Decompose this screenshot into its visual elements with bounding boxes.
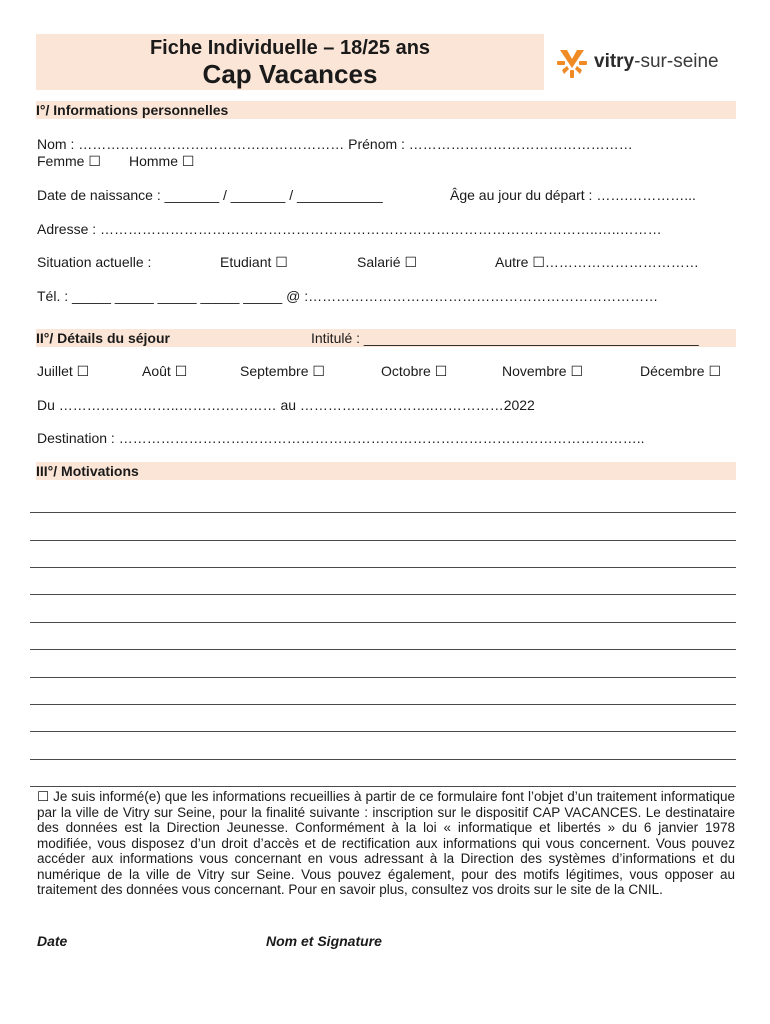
salarie-checkbox[interactable]: Salarié ☐ — [357, 254, 418, 270]
motivation-line[interactable] — [30, 731, 736, 732]
month-octobre-checkbox[interactable]: Octobre ☐ — [381, 363, 448, 379]
motivation-line[interactable] — [30, 704, 736, 705]
date-label: Date — [37, 933, 68, 949]
motivation-line[interactable] — [30, 759, 736, 760]
sejour-heading-text: II°/ Détails du séjour — [36, 330, 170, 346]
homme-checkbox[interactable]: Homme ☐ — [129, 153, 195, 169]
form-title: Fiche Individuelle – 18/25 ans — [149, 37, 431, 59]
month-septembre-checkbox[interactable]: Septembre ☐ — [240, 363, 325, 379]
nom-signature-label: Nom et Signature — [266, 933, 382, 949]
autre-checkbox[interactable]: Autre ☐…………………………… — [495, 254, 699, 270]
motivation-line[interactable] — [30, 540, 736, 541]
age-field[interactable]: Âge au jour du départ : …….…………... — [450, 187, 696, 203]
vitry-logo — [554, 44, 734, 80]
dates-field[interactable]: Du ……………………..………………… au ………………………..……………2022 — [37, 397, 535, 413]
tel-email-field[interactable]: Tél. : _____ _____ _____ _____ _____ @ :………………………………………………………………… — [37, 288, 659, 304]
month-aout-checkbox[interactable]: Août ☐ — [142, 363, 188, 379]
month-juillet-checkbox[interactable]: Juillet ☐ — [37, 363, 90, 379]
month-decembre-checkbox[interactable]: Décembre ☐ — [640, 363, 722, 379]
motivation-line[interactable] — [30, 622, 736, 623]
section-personal-info-heading: I°/ Informations personnelles — [36, 101, 736, 119]
femme-checkbox[interactable]: Femme ☐ — [37, 153, 101, 169]
title-box — [36, 34, 544, 90]
situation-label: Situation actuelle : — [37, 254, 152, 270]
intitule-field[interactable]: Intitulé : ___________________________________________ — [311, 330, 699, 346]
adresse-field[interactable]: Adresse : ……………………………………………………………………………………………..…..……… — [37, 221, 662, 237]
section-motivations-heading: III°/ Motivations — [36, 462, 736, 480]
motivation-line[interactable] — [30, 649, 736, 650]
vitry-logo-icon — [554, 44, 590, 80]
etudiant-checkbox[interactable]: Etudiant ☐ — [220, 254, 288, 270]
form-subtitle: Cap Vacances — [202, 59, 378, 89]
motivation-line[interactable] — [30, 567, 736, 568]
consent-paragraph[interactable]: ☐ Je suis informé(e) que les informations recueillies à partir de ce formulaire font l’objet d’un traitement informatique par la ville de Vitry sur Seine, pour la finalité suivante : inscription sur le dispositif CAP VACANCES. Le destinataire des données est la Direction Jeunesse. Conformément à la loi « informatique et libertés » du 6 janvier 1978 modifiée, vous disposez d’un droit d’accès et de rectification aux informations qui vous concernent. Vous pouvez accéder aux informations vous concernant en vous adressant à la Direction des systèmes d’informations et du numérique de la ville de Vitry sur Seine. Vous pouvez également, pour des motifs légitimes, vous opposer au traitement des données vous concernant. Pour en savoir plus, consultez vos droits sur le site de la CNIL. — [37, 789, 735, 897]
motivation-line[interactable] — [30, 594, 736, 595]
motivation-line[interactable] — [30, 786, 736, 787]
logo-wordmark: vitry-sur-seine — [594, 51, 719, 72]
destination-field[interactable]: Destination : ………………………………………………………………………………………………….. — [37, 430, 645, 446]
date-naissance-field[interactable]: Date de naissance : _______ / _______ / ___________ — [37, 187, 383, 203]
motivation-line[interactable] — [30, 512, 736, 513]
nom-prenom-field[interactable]: Nom : ………………………………………………… Prénom : ………………………………………… — [37, 136, 633, 152]
month-novembre-checkbox[interactable]: Novembre ☐ — [502, 363, 584, 379]
motivation-line[interactable] — [30, 677, 736, 678]
